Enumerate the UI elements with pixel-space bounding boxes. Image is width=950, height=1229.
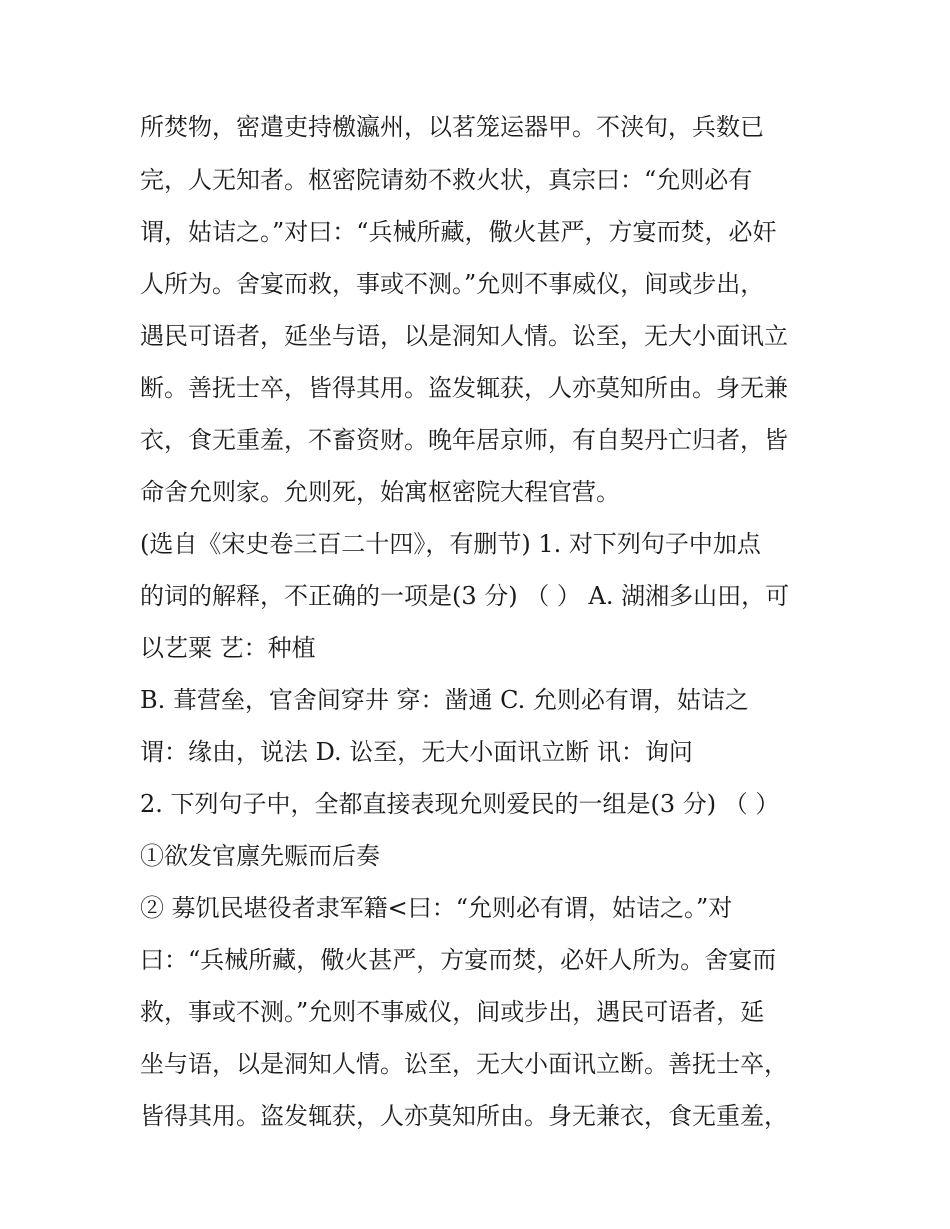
text-line: 完，人无知者。枢密院请劾不救火状，真宗曰：“允则必有 — [140, 166, 753, 194]
text-line: ② 募饥民堪役者隶军籍<曰：“允则必有谓，姑诘之。”对 — [140, 894, 733, 922]
text-line: 的词的解释，不正确的一项是(3 分) （ ） A. 湖湘多山田，可 — [140, 582, 790, 610]
text-line: 以艺粟 艺：种植 — [140, 634, 316, 662]
text-line: (选自《宋史卷三百二十四》，有删节) 1. 对下列句子中加点 — [140, 530, 761, 558]
text-line: 所焚物，密遣吏持檄瀛州，以茗笼运器甲。不浃旬，兵数已 — [140, 113, 764, 141]
text-line: 命舍允则家。允则死，始寓枢密院大程官营。 — [140, 478, 620, 506]
text-line: 2. 下列句子中，全都直接表现允则爱民的一组是(3 分) （ ） — [140, 790, 780, 818]
text-line: 谓，姑诘之。”对曰：“兵械所藏，儆火甚严，方宴而焚，必奸 — [140, 218, 777, 246]
text-line: ①欲发官廪先赈而后奏 — [140, 842, 380, 870]
text-line: 坐与语，以是洞知人情。讼至，无大小面讯立断。善抚士卒， — [140, 1050, 788, 1078]
text-line: 遇民可语者，延坐与语，以是洞知人情。讼至，无大小面讯立 — [140, 322, 788, 350]
text-line: 救，事或不测。”允则不事威仪，间或步出，遇民可语者，延 — [140, 998, 765, 1026]
text-line: 皆得其用。盗发辄获，人亦莫知所由。身无兼衣，食无重羞， — [140, 1102, 788, 1130]
text-line: 衣，食无重羞，不畜资财。晚年居京师，有自契丹亡归者，皆 — [140, 426, 788, 454]
text-line: 谓：缘由，说法 D. 讼至，无大小面讯立断 讯：询问 — [140, 738, 693, 766]
text-line: B. 葺营垒，官舍间穿井 穿：凿通 C. 允则必有谓，姑诘之 — [140, 686, 749, 714]
text-line: 曰：“兵械所藏，儆火甚严，方宴而焚，必奸人所为。舍宴而 — [140, 946, 777, 974]
text-line: 人所为。舍宴而救，事或不测。”允则不事威仪，间或步出， — [140, 270, 765, 298]
text-line: 断。善抚士卒，皆得其用。盗发辄获，人亦莫知所由。身无兼 — [140, 374, 788, 402]
